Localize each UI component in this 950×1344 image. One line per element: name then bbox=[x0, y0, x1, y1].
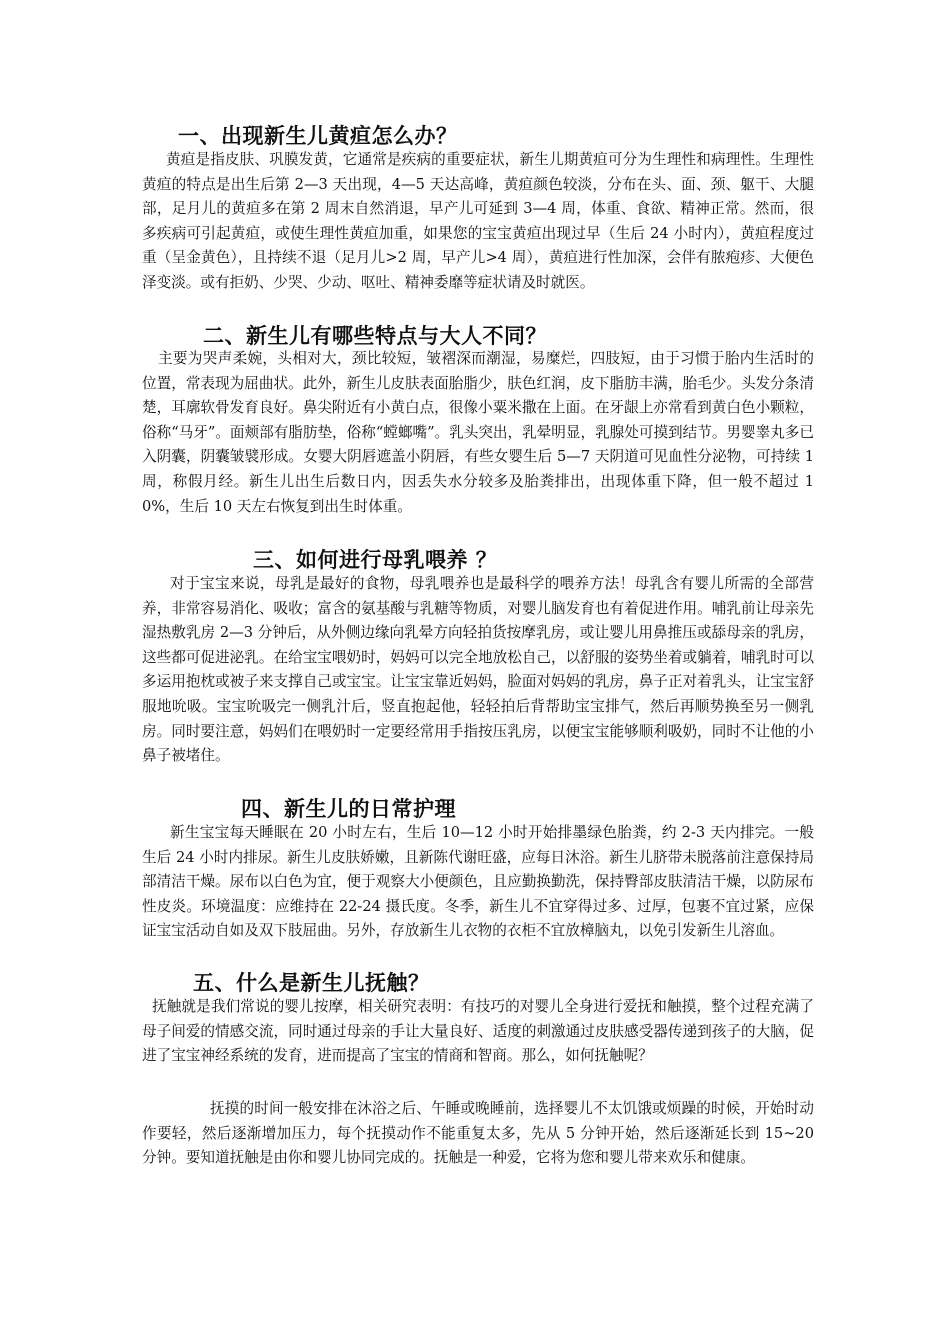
section-1-paragraph: 黄疸是指皮肤、巩膜发黄，它通常是疾病的重要症状，新生儿期黄疸可分为生理性和病理性。生理性黄疸的特点是出生后第 2—3 天出现，4—5 天达高峰，黄疸颜色较淡，分布在头、面、颈、躯干、大腿部，足月儿的黄疸多在第 2 周末自然消退，早产儿可延到 3—4 周，体重、食欲、精神正常。然而，很多疾病可引起黄疸，或使生理性黄疸加重，如果您的宝宝黄疸出现过早（生后 24 小时内），黄疸程度过重（呈金黄色），且持续不退（足月儿>2 周，早产儿>4 周），黄疸进行性加深，会伴有脓疱疹、大便色泽变淡。或有拒奶、少哭、少动、呕吐、精神委靡等症状请及时就医。 bbox=[142, 151, 814, 291]
section-1-heading: 一、出现新生儿黄疸怎么办？ bbox=[178, 124, 458, 148]
section-2-heading: 二、新生儿有哪些特点与大人不同？ bbox=[203, 324, 547, 348]
section-3-paragraph: 对于宝宝来说，母乳是最好的食物，母乳喂养也是最科学的喂养方法！母乳含有婴儿所需的全部营养，非常容易消化、吸收；富含的氨基酸与乳糖等物质，对婴儿脑发育也有着促进作用。哺乳前让母亲先湿热敷乳房 2—3 分钟后，从外侧边缘向乳晕方向轻拍货按摩乳房，或让婴儿用鼻推压或舔母亲的乳房，这些都可促进泌乳。在给宝宝喂奶时，妈妈可以完全地放松自己，以舒服的姿势坐着或躺着，哺乳时可以多运用抱枕或被子来支撑自己或宝宝。让宝宝靠近妈妈，脸面对妈妈的乳房，鼻子正对着乳头，让宝宝舒服地吮吸。宝宝吮吸完一侧乳汁后，竖直抱起他，轻轻拍后背帮助宝宝排气，然后再顺势换至另一侧乳房。同时要注意，妈妈们在喂奶时一定要经常用手指按压乳房，以便宝宝能够顺利吸奶，同时不让他的小鼻子被堵住。 bbox=[142, 575, 814, 765]
section-5-paragraph-1: 抚触就是我们常说的婴儿按摩，相关研究表明：有技巧的对婴儿全身进行爱抚和触摸，整个过程充满了母子间爱的情感交流，同时通过母亲的手让大量良好、适度的刺激通过皮肤感受器传递到孩子的大脑，促进了宝宝神经系统的发育，进而提高了宝宝的情商和智商。那么，如何抚触呢？ bbox=[142, 998, 814, 1065]
section-2-paragraph: 主要为哭声柔婉，头相对大，颈比较短，皱褶深而潮湿，易糜烂，四肢短，由于习惯于胎内生活时的位置，常表现为屈曲状。此外，新生儿皮肤表面胎脂少，肤色红润，皮下脂肪丰满，胎毛少。头发分条清楚，耳廓软骨发育良好。鼻尖附近有小黄白点，很像小粟米撒在上面。在牙龈上亦常看到黄白色小颗粒，俗称“马牙”。面颊部有脂肪垫，俗称“螳螂嘴”。乳头突出，乳晕明显，乳腺处可摸到结节。男婴睾丸多已入阴囊，阴囊皱襞形成。女婴大阴唇遮盖小阴唇，有些女婴生后 5—7 天阴道可见血性分泌物，可持续 1 周，称假月经。新生儿出生后数日内，因丢失水分较多及胎粪排出，出现体重下降，但一般不超过 10%，生后 10 天左右恢复到出生时体重。 bbox=[142, 350, 814, 515]
section-5-heading: 五、什么是新生儿抚触？ bbox=[193, 971, 430, 995]
section-4-heading: 四、新生儿的日常护理 bbox=[241, 797, 456, 821]
section-3-heading: 三、如何进行母乳喂养 ？ bbox=[253, 548, 498, 572]
section-4-paragraph: 新生宝宝每天睡眠在 20 小时左右，生后 10—12 小时开始排墨绿色胎粪，约 2-3 天内排完。一般生后 24 小时内排尿。新生儿皮肤娇嫩，且新陈代谢旺盛，应每日沐浴。新生儿脐带未脱落前注意保持局部清洁干燥。尿布以白色为宜，便于观察大小便颜色，且应勤换勤洗，保持臀部皮肤清洁干燥，以防尿布性皮炎。环境温度：应维持在 22-24 摄氏度。冬季，新生儿不宜穿得过多、过厚，包裹不宜过紧，应保证宝宝活动自如及双下肢屈曲。另外，存放新生儿衣物的衣柜不宜放樟脑丸，以免引发新生儿溶血。 bbox=[142, 824, 814, 940]
section-5-paragraph-2: 抚摸的时间一般安排在沐浴之后、午睡或晚睡前，选择婴儿不太饥饿或烦躁的时候，开始时动作要轻，然后逐渐增加压力，每个抚摸动作不能重复太多，先从 5 分钟开始，然后逐渐延长到 15~20 分钟。要知道抚触是由你和婴儿协同完成的。抚触是一种爱，它将为您和婴儿带来欢乐和健康。 bbox=[142, 1100, 814, 1167]
